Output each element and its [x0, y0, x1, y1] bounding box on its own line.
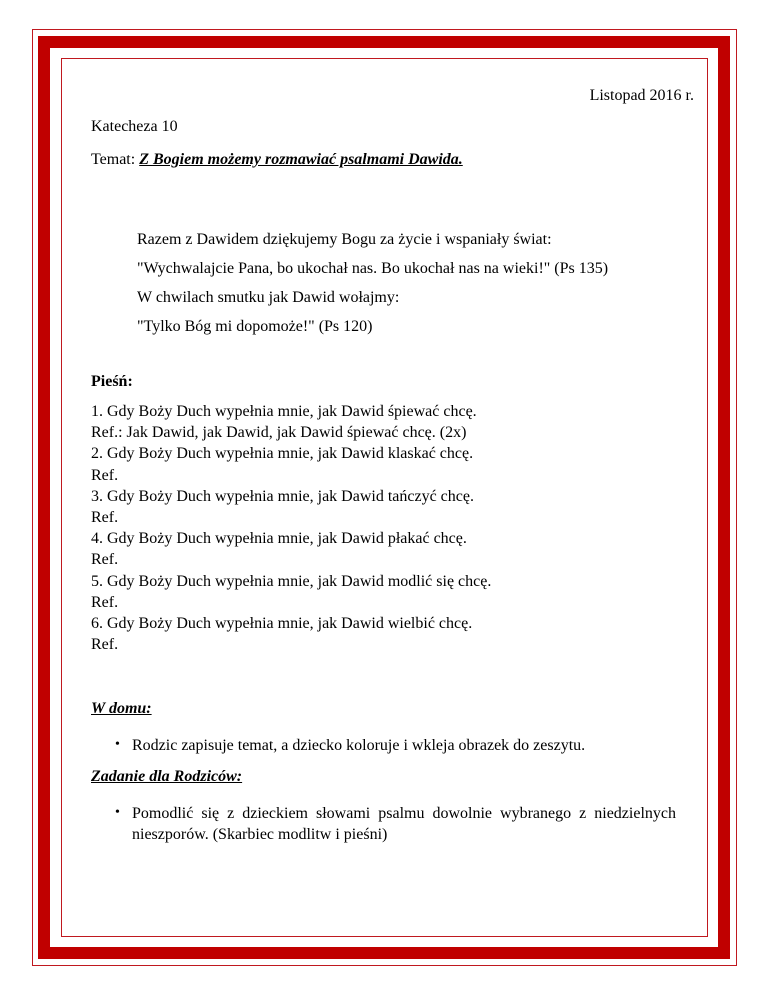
intro-line: Razem z Dawidem dziękujemy Bogu za życie i wspaniały świat:	[137, 231, 552, 248]
song-line: Ref.	[91, 593, 119, 611]
lesson-number: Katecheza 10	[91, 118, 178, 135]
song-line: Ref.	[91, 466, 119, 484]
song-line: 5. Gdy Boży Duch wypełnia mnie, jak Dawid modlić się chcę.	[91, 572, 492, 590]
song-lyrics	[91, 402, 491, 656]
song-line: 1. Gdy Boży Duch wypełnia mnie, jak Dawid śpiewać chcę.	[91, 403, 477, 420]
intro-line: "Wychwalajcie Pana, bo ukochał nas. Bo ukochał nas na wieki!" (Ps 135)	[137, 260, 609, 277]
home-task: Rodzic zapisuje temat, a dziecko koloruje i wkleja obrazek do zeszytu.	[132, 737, 586, 754]
bullet-icon: •	[115, 805, 120, 820]
topic-title: Z Bogiem możemy rozmawiać psalmami Dawida.	[139, 151, 463, 168]
intro-line: "Tylko Bóg mi dopomoże!" (Ps 120)	[137, 318, 373, 335]
song-line: Ref.: Jak Dawid, jak Dawid, jak Dawid śpiewać chcę. (2x)	[91, 424, 467, 442]
song-line: Ref.	[91, 551, 119, 569]
song-line: Ref.	[91, 636, 119, 654]
topic-label: Temat:	[91, 151, 136, 168]
date: Listopad 2016 r.	[589, 87, 694, 104]
song-line: 3. Gdy Boży Duch wypełnia mnie, jak Dawid tańczyć chcę.	[91, 487, 474, 505]
song-line: 4. Gdy Boży Duch wypełnia mnie, jak Dawid płakać chcę.	[91, 530, 467, 548]
topic-line	[91, 150, 463, 170]
parents-heading: Zadanie dla Rodziców:	[91, 768, 243, 785]
bullet-icon: •	[115, 737, 120, 752]
intro-line: W chwilach smutku jak Dawid wołajmy:	[137, 289, 400, 306]
home-heading: W domu:	[91, 700, 152, 717]
song-heading: Pieśń:	[91, 373, 133, 390]
song-line: 2. Gdy Boży Duch wypełnia mnie, jak Dawid klaskać chcę.	[91, 445, 474, 463]
song-line: 6. Gdy Boży Duch wypełnia mnie, jak Dawid wielbić chcę.	[91, 614, 473, 632]
intro-block	[137, 230, 608, 346]
song-line: Ref.	[91, 508, 119, 526]
parents-task: Pomodlić się z dzieckiem słowami psalmu dowolnie wybranego z niedzielnych nieszporów. (Skarbiec modlitw i pieśni)	[132, 805, 676, 843]
